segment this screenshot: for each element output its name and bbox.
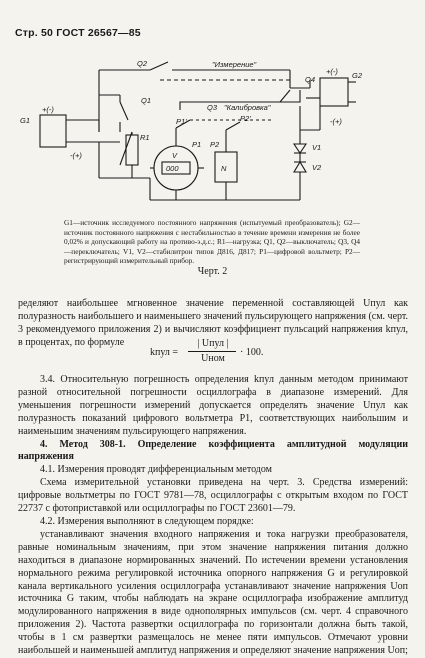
section-4-heading: 4. Метод 308-1. Определение коэффициента амплитудной модуляции напряжения (18, 438, 408, 463)
label-v: V (172, 151, 178, 160)
formula-multiplier: · 100. (240, 347, 264, 358)
page-number: Стр. 50 (15, 27, 54, 39)
label-g1: G1 (20, 116, 31, 125)
figure-caption: Черт. 2 (197, 266, 228, 277)
ripple-formula (150, 338, 280, 368)
label-q3: Q3 (207, 103, 218, 112)
label-p2: P2 (210, 140, 220, 149)
label-calibrate: "Калибровка" (224, 103, 271, 112)
label-measure: "Измерение" (212, 60, 257, 69)
fraction-bar (188, 351, 236, 352)
paragraph-3-4: 3.4. Относительную погрешность определения kпул данным методом принимают разной относительной погрешности осциллографа в диапазоне измерений. Для уменьшения погрешности измерений допускается определять значение Uпул как полуразность показаний цифрового вольтметра P1, соответствующих наибольшим и наименьшим значениям пульсирующего напряжения. 4. Метод 308-1. Определение коэффициента амплитудной модуляции напряжения 4.1. Измерения проводят дифференциальным методом Схема измерительной установки приведена на черт. 3. Средства измерений: цифровые вольтметры по ГОСТ 9781—78, осциллографы с открытым входом по ГОСТ 22737 с фотоприставкой или осциллографы по ГОСТ 23601—79. 4.2. Измерения выполняют в следующем порядке: устанавливают значения входного напряжения и тока нагрузки преобразователя, равные номинальным значениям, при этом значение напряжения питания должно находиться в диапазоне нормированных значений. По истечении времени установления нормального режима регулировкой источника опорного напряжения G и регулировкой канала вертикального усиления осциллографа устанавливают значение напряжения Uоп источника G таким, чтобы наблюдать на экране осциллографа изображение амплитуд модулированного напряжения в виде однополярных импульсов (см. черт. 4 справочного приложения 2). Частота развертки осциллографа по горизонтали должна быть такой, чтобы в 1 см развертки размещалось не менее пяти импульсов. Отмечают уровни наибольшей и наименьшей амплитуд напряжения и определяют значение напряжения Uоп; (18, 374, 408, 657)
paragraph-4-2b: устанавливают значения входного напряжения и тока нагрузки преобразователя, равные номинальным значениям, при этом значение напряжения питания должно находиться в диапазоне нормированных значений. По истечении времени установления нормального режима регулировкой источника опорного напряжения G и регулировкой канала вертикального усиления осциллографа устанавливают значение напряжения Uоп источника G таким, чтобы наблюдать на экране осциллографа изображение амплитуд модулированного напряжения в виде однополярных импульсов (см. черт. 4 справочного приложения 2). Частота развертки осциллографа по горизонтали должна быть такой, чтобы в 1 см развертки размещалось не менее пяти импульсов. Отмечают уровни наибольшей и наименьшей амплитуд напряжения и определяют значение напряжения Uоп; (18, 528, 408, 657)
label-g2-plus: +(-) (326, 67, 338, 76)
figure-legend: G1—источник исследуемого постоянного напряжения (испытуемый преобразователь); G2—источник постоянного напряжения с нестабильностью в течение времени измерения не более 0,02% и допускающий работу на противо-э.д.с.; R1—нагрузка; Q1, Q2—выключатель; Q3, Q4—переключатель; V1, V2—стабилитрон типов Д816, Д817; P1—цифровой вольтметр; P2—регистрирующий измерительный прибор. (64, 218, 360, 266)
label-v-display: 000 (166, 164, 179, 173)
label-p1: P1 (192, 140, 202, 149)
paragraph-4-1b: Схема измерительной установки приведена на черт. 3. Средства измерений: цифровые вольтметры по ГОСТ 9781—78, осциллографы с открытым входом по ГОСТ 22737 с фотоприставкой или осциллографы по ГОСТ 23601—79. (18, 477, 408, 515)
label-g2-minus: -(+) (330, 117, 342, 126)
label-q1: Q1 (141, 96, 152, 105)
label-g2: G2 (352, 71, 363, 80)
label-g1-plus: +(-) (42, 105, 54, 114)
label-p2-contact: P2' (240, 114, 251, 123)
label-q4: Q4 (305, 75, 316, 84)
label-n: N (221, 164, 227, 173)
paragraph-4-2: 4.2. Измерения выполняют в следующем порядке: (40, 515, 254, 527)
formula-denominator: Uном (201, 353, 225, 364)
label-p1-contact: P1' (176, 117, 187, 126)
label-q2: Q2 (137, 59, 148, 68)
formula-lhs: kпул = (150, 347, 179, 358)
label-v1: V1 (312, 143, 322, 152)
paragraph-1: ределяют наибольшее мгновенное значение переменной составляющей Uпул как полуразность наибольшего и наименьшего значений пульсирующего напряжения (см. черт. 3 рекомендуемого приложения 2) и вычисляют коэффициент пульсаций напряжения kпул, в процентах, по формуле (18, 298, 408, 348)
paragraph-4-1: 4.1. Измерения проводят дифференциальным методом (40, 464, 273, 476)
circuit-diagram (0, 40, 425, 218)
formula-numerator: | Uпул | (197, 338, 229, 349)
label-v2: V2 (312, 163, 322, 172)
standard-code: ГОСТ 26567—85 (56, 27, 141, 39)
label-g1-minus: -(+) (70, 151, 82, 160)
label-r1: R1 (140, 133, 150, 142)
page-header (15, 27, 141, 39)
